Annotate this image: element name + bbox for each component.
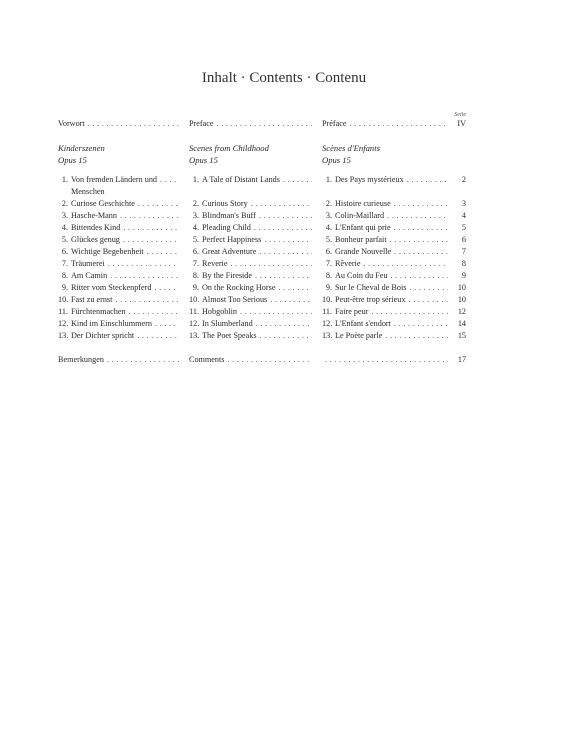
entry-de-continuation: Menschen xyxy=(71,187,105,196)
table-row xyxy=(0,258,568,270)
entry-page: 10 xyxy=(457,283,466,292)
entry-de: 13. Der Dichter spricht . . . xyxy=(58,330,178,342)
entry-de: 3. Hasche-Mann . . . xyxy=(58,210,178,222)
entry-de: 2. Curiose Geschichte . . . xyxy=(58,198,178,210)
entry-fr: 6. Grande Nouvelle . . . xyxy=(322,246,448,258)
entry-fr: 7. Rêverie . . . xyxy=(322,258,448,270)
heading-fr: Scènes d'Enfants Opus 15 xyxy=(322,143,380,165)
page-column-label: Seite xyxy=(454,112,466,118)
entry-de: 9. Ritter vom Steckenpferd . . . xyxy=(58,282,178,294)
entry-en: 1. A Tale of Distant Lands . . . xyxy=(189,174,312,186)
entry-page: 6 xyxy=(461,235,466,244)
heading-de: Kinderszenen Opus 15 xyxy=(58,143,105,165)
entry-en: 8. By the Fireside . . . xyxy=(189,270,312,282)
entry-en: 6. Great Adventure . . . xyxy=(189,246,312,258)
comments-fr xyxy=(322,354,448,366)
table-row xyxy=(0,234,568,246)
table-row xyxy=(0,222,568,234)
entry-en: 5. Perfect Happiness . . . xyxy=(189,234,312,246)
preface-de: Vorwort . . . xyxy=(58,118,180,130)
entry-page: 15 xyxy=(457,331,466,340)
entry-fr: 5. Bonheur parfait . . . xyxy=(322,234,448,246)
entry-fr: 12. L'Enfant s'endort . . . xyxy=(322,318,448,330)
entry-de: 4. Bittendes Kind . . . xyxy=(58,222,178,234)
preface-fr: Préface . . . xyxy=(322,118,448,130)
table-row xyxy=(0,330,568,342)
entry-de: 12. Kind im Einschlummern . . . xyxy=(58,318,178,330)
entry-fr: 8. Au Coin du Feu . . . xyxy=(322,270,448,282)
entry-en: 2. Curious Story . . . xyxy=(189,198,312,210)
table-row xyxy=(0,210,568,222)
entry-de: 11. Fürchtenmachen . . . xyxy=(58,306,178,318)
entry-page: 4 xyxy=(461,211,466,220)
entry-de: 1. Von fremden Ländern und . . . xyxy=(58,174,178,186)
entry-fr: 9. Sur le Cheval de Bois . . . xyxy=(322,282,448,294)
entry-page: 5 xyxy=(461,223,466,232)
table-row xyxy=(0,306,568,318)
entry-fr: 13. Le Poète parle . . . xyxy=(322,330,448,342)
entry-page: 8 xyxy=(461,259,466,268)
entry-de: 7. Träumerei . . . xyxy=(58,258,178,270)
entry-en: 9. On the Rocking Horse . . . xyxy=(189,282,312,294)
entry-en: 13. The Poet Speaks . . . xyxy=(189,330,312,342)
preface-row xyxy=(0,118,568,130)
entry-fr: 4. L'Enfant qui prie . . . xyxy=(322,222,448,234)
entry-de: 8. Am Camin . . . xyxy=(58,270,178,282)
entry-page: 2 xyxy=(461,175,466,184)
entry-fr: 11. Faire peur . . . xyxy=(322,306,448,318)
entry-fr: 2. Histoire curieuse . . . xyxy=(322,198,448,210)
comments-page: 17 xyxy=(457,355,466,364)
entry-en: 11. Hobgoblin . . . xyxy=(189,306,312,318)
entry-en: 12. In Slumberland . . . xyxy=(189,318,312,330)
entry-page: 3 xyxy=(461,199,466,208)
comments-en: Comments . . . xyxy=(189,354,312,366)
comments-row xyxy=(0,354,568,366)
entry-en: 10. Almost Too Serious . . . xyxy=(189,294,312,306)
entry-fr: 1. Des Pays mystérieux . . . xyxy=(322,174,448,186)
preface-page: IV xyxy=(457,119,466,128)
table-row xyxy=(0,318,568,330)
heading-en: Scenes from Childhood Opus 15 xyxy=(189,143,269,165)
table-row xyxy=(0,246,568,258)
entry-en: 3. Blindman's Buff . . . xyxy=(189,210,312,222)
table-row xyxy=(0,282,568,294)
entry-en: 7. Reverie . . . xyxy=(189,258,312,270)
entry-fr: 10. Peut-être trop sérieux . . . xyxy=(322,294,448,306)
entry-de: 10. Fast zu ernst . . . xyxy=(58,294,178,306)
table-row xyxy=(0,294,568,306)
entry-page: 9 xyxy=(461,271,466,280)
table-row xyxy=(0,270,568,282)
entry-page: 12 xyxy=(457,307,466,316)
preface-en: Preface . . . xyxy=(189,118,312,130)
page-title: Inhalt · Contents · Contenu xyxy=(201,70,367,86)
entry-page: 14 xyxy=(457,319,466,328)
entry-en: 4. Pleading Child . . . xyxy=(189,222,312,234)
table-row xyxy=(0,174,568,186)
entry-de: 6. Wichtige Begebenheit . . . xyxy=(58,246,178,258)
comments-de: Bemerkungen . . . xyxy=(58,354,180,366)
entry-page: 7 xyxy=(461,247,466,256)
table-row xyxy=(0,198,568,210)
entry-de: 5. Glückes genug . . . xyxy=(58,234,178,246)
entry-page: 10 xyxy=(457,295,466,304)
entry-fr: 3. Colin-Maillard . . . xyxy=(322,210,448,222)
